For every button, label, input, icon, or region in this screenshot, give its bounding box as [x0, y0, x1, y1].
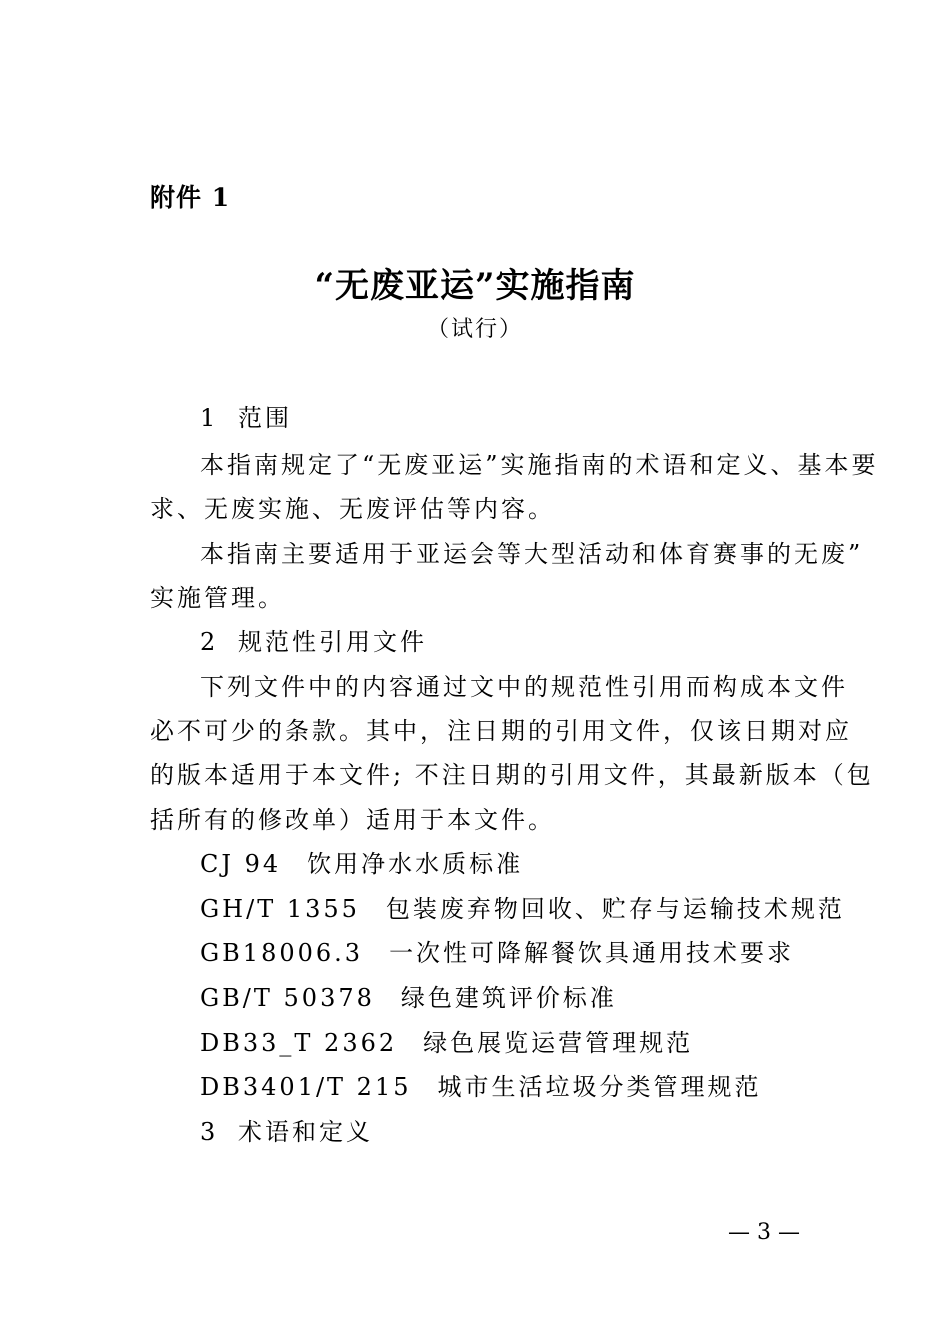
reference-item [200, 938, 794, 968]
section-title: 范围 [238, 404, 292, 432]
reference-title: 包装废弃物回收、贮存与运输技术规范 [385, 895, 845, 923]
reference-code: GB/T 50378 [200, 984, 375, 1012]
section-number: 3 [200, 1118, 219, 1146]
paragraph-line: 括所有的修改单）适用于本文件。 [150, 806, 555, 834]
reference-item [200, 849, 523, 879]
reference-title: 绿色展览运营管理规范 [423, 1029, 694, 1057]
page-number: — 3 — [728, 1220, 800, 1245]
reference-title: 一次性可降解餐饮具通用技术要求 [389, 939, 795, 967]
reference-item [200, 983, 617, 1013]
reference-code: GH/T 1355 [200, 895, 360, 923]
reference-title: 饮用净水水质标准 [307, 850, 524, 878]
section-heading-refs [200, 627, 427, 657]
paragraph-line: 求、无废实施、无废评估等内容。 [150, 495, 555, 523]
reference-item [200, 1028, 693, 1058]
section-title: 规范性引用文件 [238, 628, 427, 656]
section-number: 1 [200, 404, 219, 432]
paragraph-line: 必不可少的条款。其中，注日期的引用文件，仅该日期对应 [150, 717, 852, 745]
paragraph-line: 的版本适用于本文件; 不注日期的引用文件，其最新版本（包 [150, 761, 874, 789]
paragraph-line: 本指南主要适用于亚运会等大型活动和体育赛事的无废” [200, 540, 864, 568]
paragraph-line: 下列文件中的内容通过文中的规范性引用而构成本文件 [200, 673, 848, 701]
section-heading-scope [200, 403, 292, 433]
reference-item [200, 1072, 762, 1102]
section-heading-terms [200, 1117, 373, 1147]
reference-code: DB3401/T 215 [200, 1073, 412, 1101]
attachment-label: 附件 1 [150, 183, 231, 212]
reference-code: GB18006.3 [200, 939, 364, 967]
document-subtitle: （试行） [426, 317, 523, 342]
reference-code: CJ 94 [200, 850, 282, 878]
reference-item [200, 894, 845, 924]
paragraph-line: 实施管理。 [150, 584, 285, 612]
reference-title: 绿色建筑评价标准 [400, 984, 617, 1012]
section-title: 术语和定义 [238, 1118, 373, 1146]
paragraph-line: 本指南规定了“无废亚运”实施指南的术语和定义、基本要 [200, 451, 879, 479]
reference-title: 城市生活垃圾分类管理规范 [437, 1073, 762, 1101]
document-title: “无废亚运”实施指南 [314, 266, 636, 306]
section-number: 2 [200, 628, 219, 656]
reference-code: DB33_T 2362 [200, 1029, 398, 1057]
